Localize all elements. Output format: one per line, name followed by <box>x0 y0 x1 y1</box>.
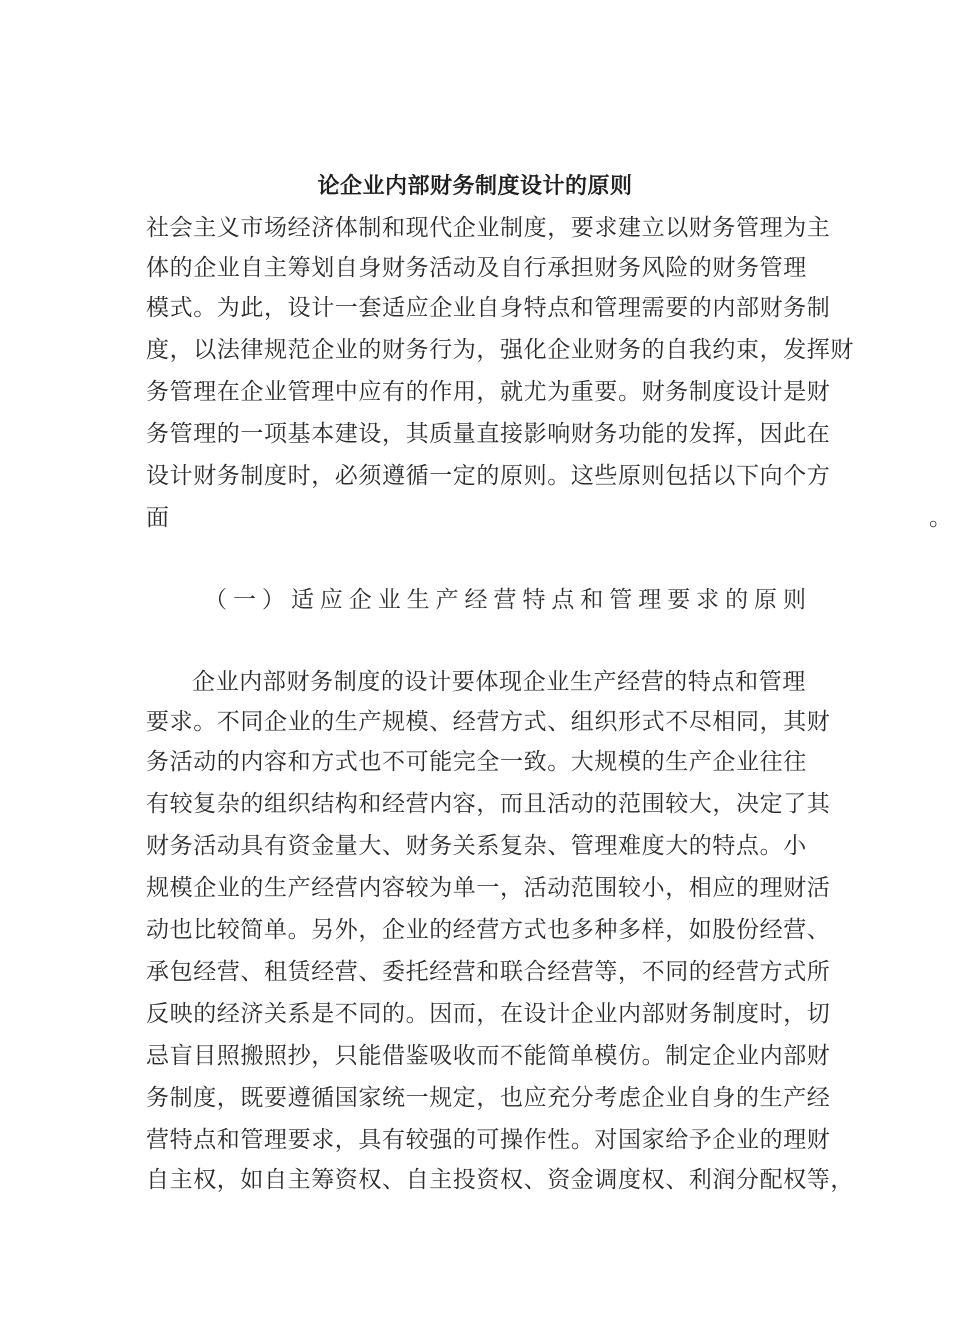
intro-line: 度，以法律规范企业的财务行为，强化企业财务的自我约束，发挥财 <box>146 337 854 363</box>
intro-line: 模式。为此，设计一套适应企业自身特点和管理需要的内部财务制 <box>146 295 831 321</box>
body-line: 务活动的内容和方式也不可能完全一致。大规模的生产企业往往 <box>146 749 807 775</box>
section-heading: （一）适应企业生产经营特点和管理要求的原则 <box>204 587 806 613</box>
body-line: 有较复杂的组织结构和经营内容，而且活动的范围较大，决定了其 <box>146 791 831 817</box>
intro-last-line <box>146 498 953 538</box>
body-line: 忌盲目照搬照抄，只能借鉴吸收而不能简单模仿。制定企业内部财 <box>146 1043 831 1069</box>
body-line: 动也比较简单。另外，企业的经营方式也多种多样，如股份经营、 <box>146 917 831 943</box>
intro-line: 务管理在企业管理中应有的作用，就尤为重要。财务制度设计是财 <box>146 379 831 405</box>
intro-line: 体的企业自主筹划自身财务活动及自行承担财务风险的财务管理 <box>146 255 807 281</box>
intro-last-line-start: 面 <box>146 505 170 531</box>
body-line: 营特点和管理要求，具有较强的可操作性。对国家给予企业的理财 <box>146 1127 831 1153</box>
intro-line: 社会主义市场经济体制和现代企业制度，要求建立以财务管理为主 <box>146 215 831 241</box>
intro-last-line-end: 。 <box>929 505 953 531</box>
body-line: 企业内部财务制度的设计要体现企业生产经营的特点和管理 <box>192 669 806 695</box>
intro-line: 设计财务制度时，必须遵循一定的原则。这些原则包括以下向个方 <box>146 463 831 489</box>
document-title: 论企业内部财务制度设计的原则 <box>317 174 633 199</box>
body-line: 规模企业的生产经营内容较为单一，活动范围较小，相应的理财活 <box>146 875 831 901</box>
body-line: 反映的经济关系是不同的。因而，在设计企业内部财务制度时，切 <box>146 1001 831 1027</box>
body-line: 承包经营、租赁经营、委托经营和联合经营等，不同的经营方式所 <box>146 959 831 985</box>
intro-line: 务管理的一项基本建设，其质量直接影响财务功能的发挥，因此在 <box>146 421 831 447</box>
body-line: 要求。不同企业的生产规模、经营方式、组织形式不尽相同，其财 <box>146 709 831 735</box>
body-line: 自主权，如自主筹资权、自主投资权、资金调度权、利润分配权等， <box>146 1167 854 1193</box>
body-line: 务制度，既要遵循国家统一规定，也应充分考虑企业自身的生产经 <box>146 1085 831 1111</box>
body-line: 财务活动具有资金量大、财务关系复杂、管理难度大的特点。小 <box>146 833 807 859</box>
